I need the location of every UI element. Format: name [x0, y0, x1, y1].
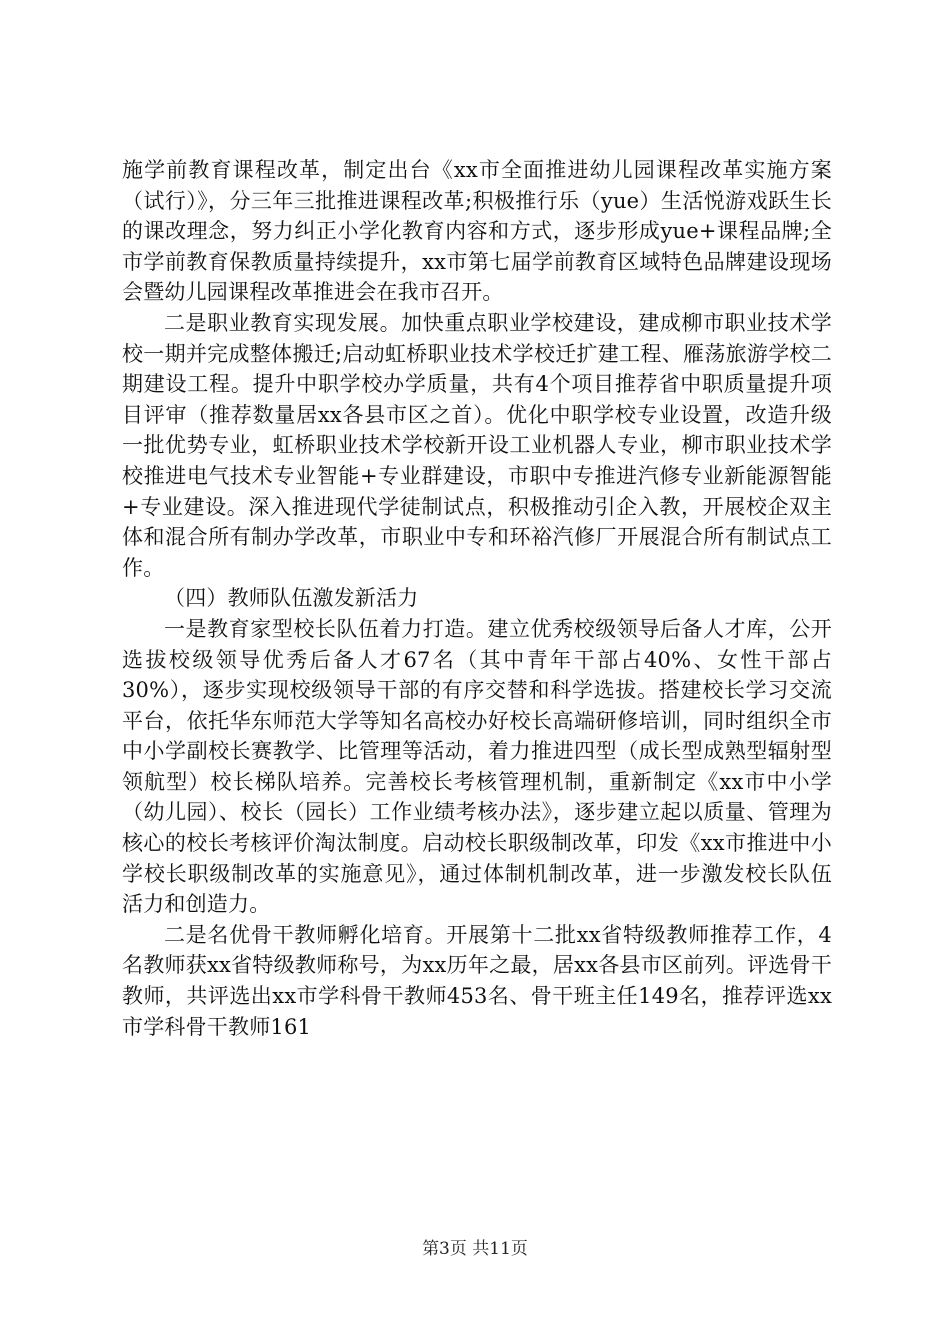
paragraph-key-teachers: 二是名优骨干教师孵化培育。开展第十二批xx省特级教师推荐工作，4名教师获xx省特级教师称号，为xx历年之最，居xx各县市区前列。评选骨干教师，共评选出xx市学科骨干教师453名、骨干班主任149名，推荐评选xx市学科骨干教师161: [122, 922, 832, 1039]
document-body: [122, 155, 832, 1042]
paragraph-preschool-reform: 施学前教育课程改革，制定出台《xx市全面推进幼儿园课程改革实施方案（试行）》，分三年三批推进课程改革;积极推行乐（yue）生活悦游戏跃生长的课改理念，努力纠正小学化教育内容和方式，逐步形成yue+课程品牌;全市学前教育保教质量持续提升，xx市第七届学前教育区域特色品牌建设现场会暨幼儿园课程改革推进会在我市召开。: [122, 158, 832, 305]
page-footer: [0, 1238, 950, 1260]
section-heading-teachers: （四）教师队伍激发新活力: [164, 586, 419, 611]
paragraph-vocational-education: 二是职业教育实现发展。加快重点职业学校建设，建成柳市职业技术学校一期并完成整体搬迁;启动虹桥职业技术学校迁扩建工程、雁荡旅游学校二期建设工程。提升中职学校办学质量，共有4个项目推荐省中职质量提升项目评审（推荐数量居xx各县市区之首）。优化中职学校专业设置，改造升级一批优势专业，虹桥职业技术学校新开设工业机器人专业，柳市职业技术学校推进电气技术专业智能+专业群建设，市职中专推进汽修专业新能源智能+专业建设。深入推进现代学徒制试点，积极推动引企入教，开展校企双主体和混合所有制办学改革，市职业中专和环裕汽修厂开展混合所有制试点工作。: [122, 310, 832, 580]
page-number: 第3页 共11页: [422, 1239, 528, 1259]
paragraph-principals: 一是教育家型校长队伍着力打造。建立优秀校级领导后备人才库，公开选拔校级领导优秀后备人才67名（其中青年干部占40%、女性干部占30%），逐步实现校级领导干部的有序交替和科学选拔。搭建校长学习交流平台，依托华东师范大学等知名高校办好校长高端研修培训，同时组织全市中小学副校长赛教学、比管理等活动，着力推进四型（成长型成熟型辐射型领航型）校长梯队培养。完善校长考核管理机制，重新制定《xx市中小学（幼儿园）、校长（园长）工作业绩考核办法》，逐步建立起以质量、管理为核心的校长考核评价淘汰制度。启动校长职级制改革，印发《xx市推进中小学校长职级制改革的实施意见》，通过体制机制改革，进一步激发校长队伍活力和创造力。: [122, 616, 832, 917]
